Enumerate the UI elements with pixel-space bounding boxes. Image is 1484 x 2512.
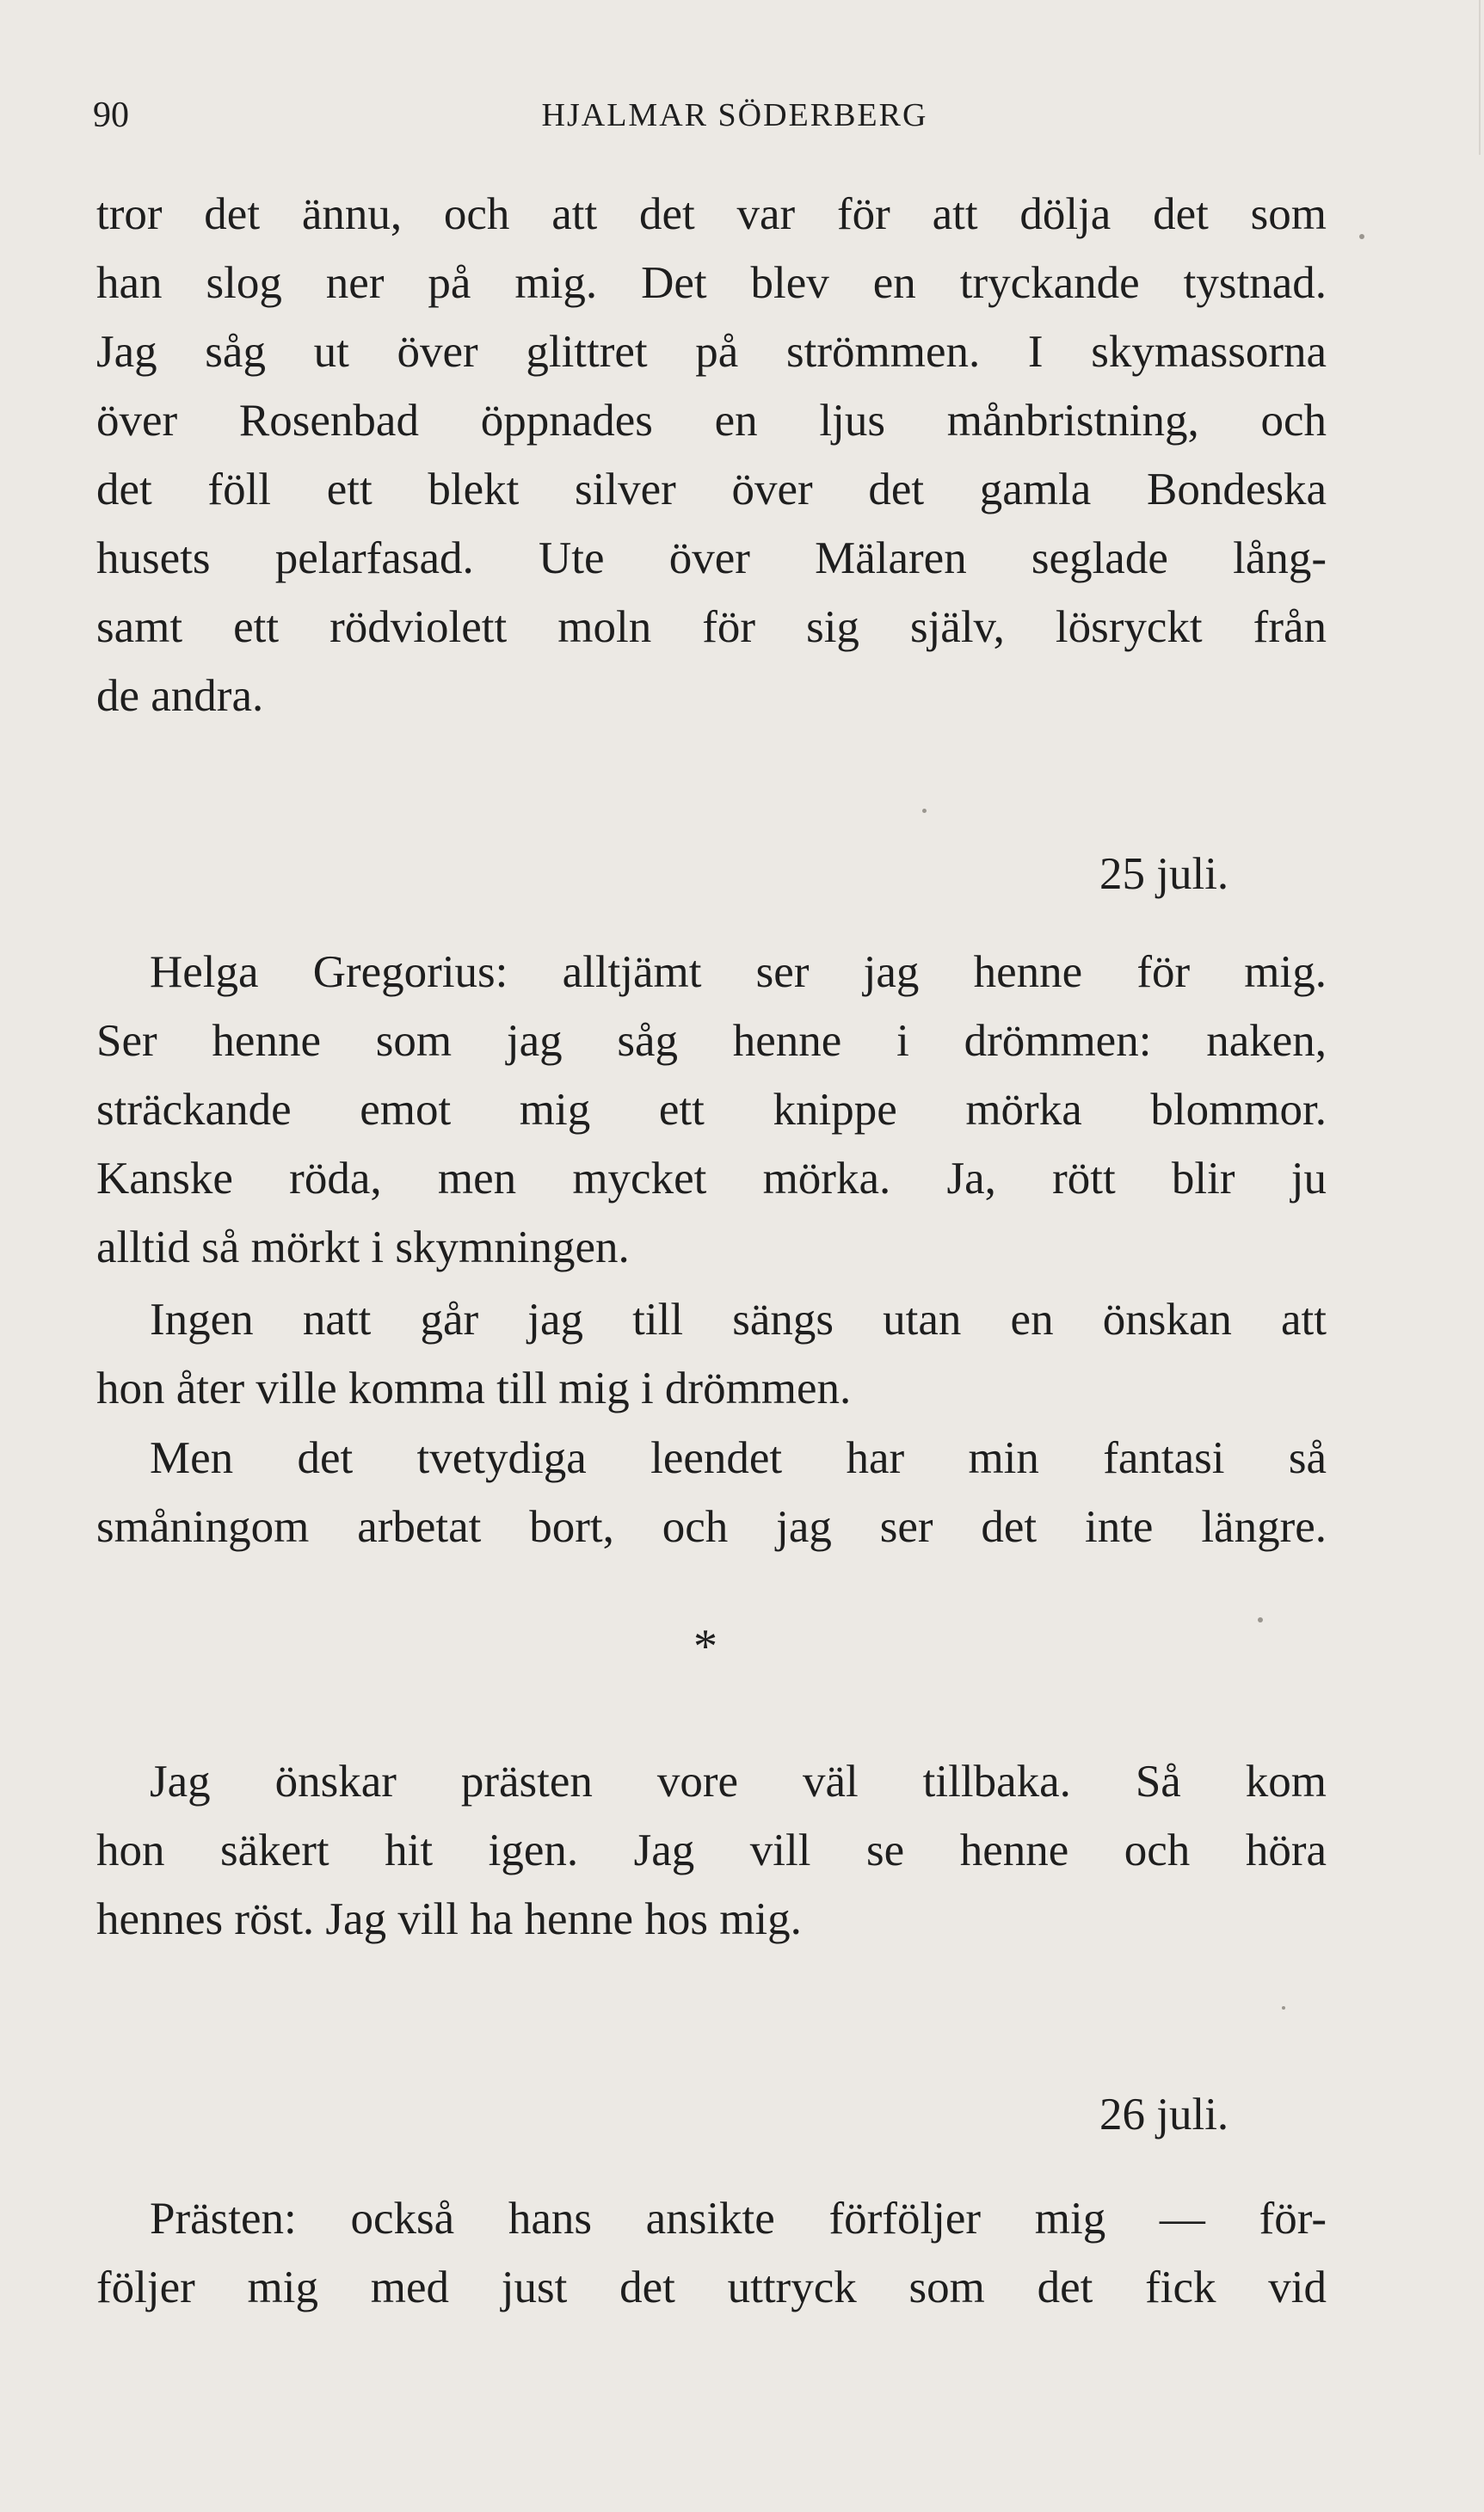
text-line: Ser henne som jag såg henne i drömmen: naken, <box>96 1016 1327 1066</box>
running-head <box>93 89 1325 141</box>
text-line: hon åter ville komma till mig i drömmen. <box>96 1364 852 1413</box>
text-line: tror det ännu, och att det var för att dölja det som <box>96 189 1327 239</box>
section-separator: * <box>693 1620 717 1673</box>
text-line: Jag önskar prästen vore väl tillbaka. Så kom <box>150 1757 1327 1807</box>
page-number: 90 <box>93 95 129 135</box>
text-line: alltid så mörkt i skymningen. <box>96 1222 630 1272</box>
text-line: hon säkert hit igen. Jag vill se henne och höra <box>96 1826 1327 1875</box>
page-edge-line <box>1479 0 1481 155</box>
text-line: sträckande emot mig ett knippe mörka blommor. <box>96 1085 1327 1135</box>
paper-speck <box>1282 2006 1285 2010</box>
paper-speck <box>922 809 927 813</box>
running-title: HJALMAR SÖDERBERG <box>541 97 928 133</box>
text-line: Men det tvetydiga leendet har min fantasi så <box>150 1433 1327 1483</box>
paper-speck <box>1258 1617 1263 1622</box>
text-line: följer mig med just det uttryck som det fick vid <box>96 2263 1327 2312</box>
text-line: Helga Gregorius: alltjämt ser jag henne för mig. <box>150 947 1327 997</box>
text-line: de andra. <box>96 671 264 721</box>
text-line: över Rosenbad öppnades en ljus månbristning, och <box>96 396 1327 446</box>
text-line: det föll ett blekt silver över det gamla Bondeska <box>96 465 1327 514</box>
text-line: småningom arbetat bort, och jag ser det inte längre. <box>96 1502 1327 1552</box>
text-line: Jag såg ut över glittret på strömmen. I skymassorna <box>96 327 1327 377</box>
text-line: Prästen: också hans ansikte förföljer mig — för- <box>150 2194 1327 2244</box>
text-line: husets pelarfasad. Ute över Mälaren seglade lång- <box>96 533 1327 583</box>
text-line: han slog ner på mig. Det blev en tryckande tystnad. <box>96 258 1327 308</box>
diary-date: 26 juli. <box>1099 2090 1229 2140</box>
paper-speck <box>1359 234 1364 239</box>
text-line: Kanske röda, men mycket mörka. Ja, rött blir ju <box>96 1154 1327 1204</box>
diary-date: 25 juli. <box>1099 849 1229 899</box>
text-line: Ingen natt går jag till sängs utan en önskan att <box>150 1295 1327 1345</box>
text-line: samt ett rödviolett moln för sig själv, lösryckt från <box>96 602 1327 652</box>
text-line: hennes röst. Jag vill ha henne hos mig. <box>96 1894 802 1944</box>
